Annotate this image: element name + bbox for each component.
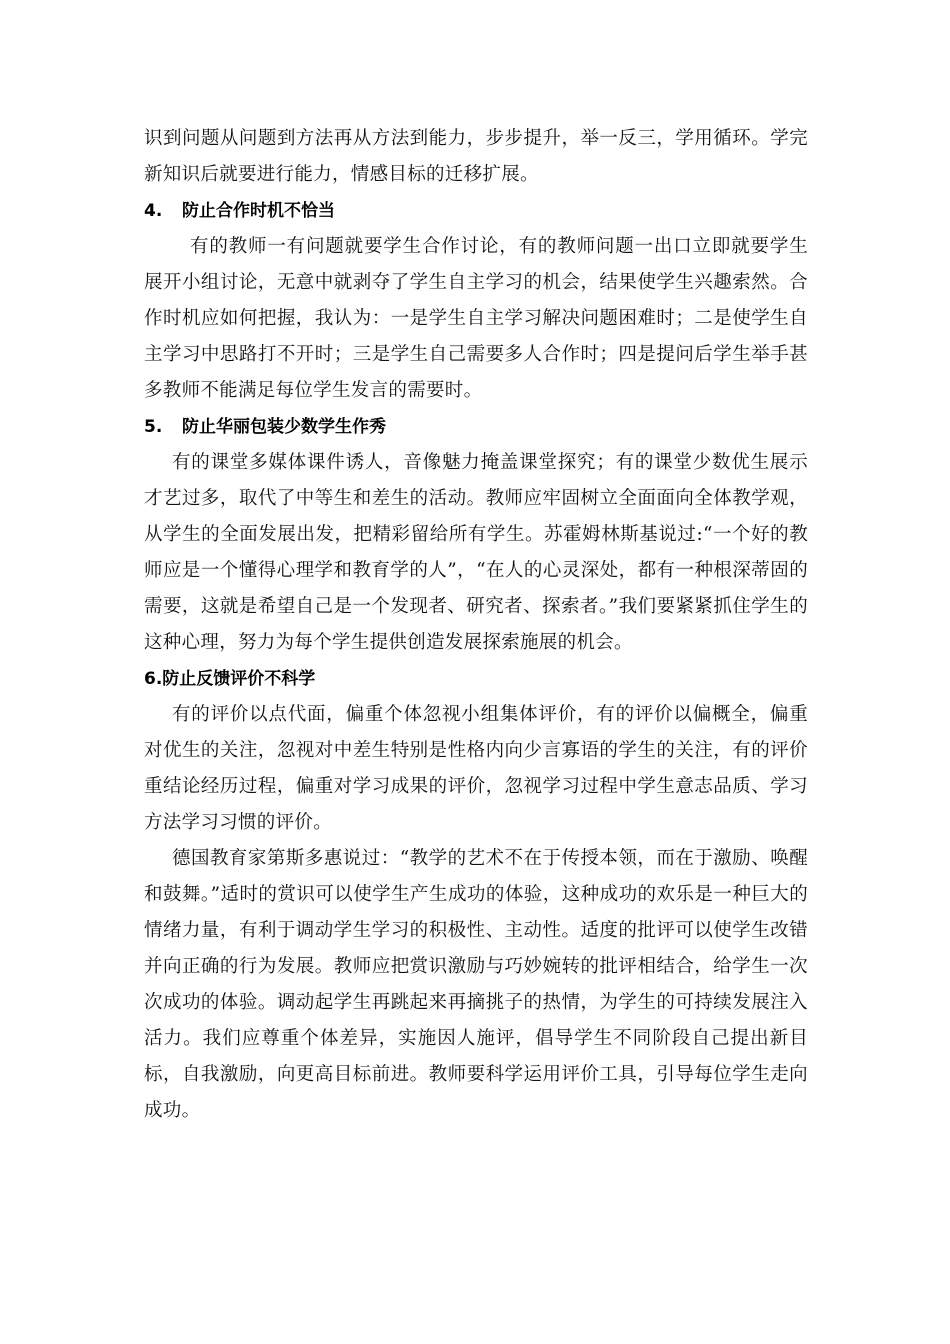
section-number: 5. — [144, 417, 163, 437]
section-5-paragraph: 有的课堂多媒体课件诱人，音像魅力掩盖课堂探究；有的课堂少数优生展示才艺过多，取代了中等生和差生的活动。教师应牢固树立全面面向全体教学观，从学生的全面发展出发，把精彩留给所有学生。苏霍姆林斯基说过:“一个好的教师应是一个懂得心理学和教育学的人”，“在人的心灵深处，都有一种根深蒂固的需要，这就是希望自己是一个发现者、研究者、探索者。”我们要紧紧抓住学生的这种心理，努力为每个学生提供创造发展探索施展的机会。 — [144, 452, 808, 653]
section-title: 防止反馈评价不科学 — [162, 669, 316, 689]
section-heading-5 — [144, 409, 808, 445]
section-4-paragraph: 有的教师一有问题就要学生合作讨论，有的教师问题一出口立即就要学生展开小组讨论，无意中就剥夺了学生自主学习的机会，结果使学生兴趣索然。合作时机应如何把握，我认为：一是学生自主学习解决问题困难时；二是使学生自主学习中思路打不开时；三是学生自己需要多人合作时；四是提问后学生举手甚多教师不能满足每位学生发言的需要时。 — [144, 236, 808, 401]
section-number: 6. — [144, 669, 163, 689]
section-heading-6 — [144, 661, 808, 697]
section-number: 4. — [144, 201, 163, 221]
intro-paragraph: 识到问题从问题到方法再从方法到能力，步步提升，举一反三，学用循环。学完新知识后就要进行能力，情感目标的迁移扩展。 — [144, 128, 808, 185]
section-title: 防止合作时机不恰当 — [182, 201, 335, 221]
section-heading-4 — [144, 193, 808, 229]
section-title: 防止华丽包装少数学生作秀 — [182, 417, 386, 437]
section-6-paragraph-1: 有的评价以点代面，偏重个体忽视小组集体评价，有的评价以偏概全，偏重对优生的关注，忽视对中差生特别是性格内向少言寡语的学生的关注，有的评价重结论经历过程，偏重对学习成果的评价，忽视学习过程中学生意志品质、学习方法学习习惯的评价。 — [144, 704, 808, 833]
section-6-paragraph-2: 德国教育家第斯多惠说过：“教学的艺术不在于传授本领，而在于激励、唤醒和鼓舞。”适时的赏识可以使学生产生成功的体验，这种成功的欢乐是一种巨大的情绪力量，有利于调动学生学习的积极性、主动性。适度的批评可以使学生改错并向正确的行为发展。教师应把赏识激励与巧妙婉转的批评相结合，给学生一次次成功的体验。调动起学生再跳起来再摘挑子的热情，为学生的可持续发展注入活力。我们应尊重个体差异，实施因人施评，倡导学生不同阶段自己提出新目标，自我激励，向更高目标前进。教师要科学运用评价工具，引导每位学生走向成功。 — [144, 848, 808, 1121]
document-body — [144, 121, 808, 1129]
